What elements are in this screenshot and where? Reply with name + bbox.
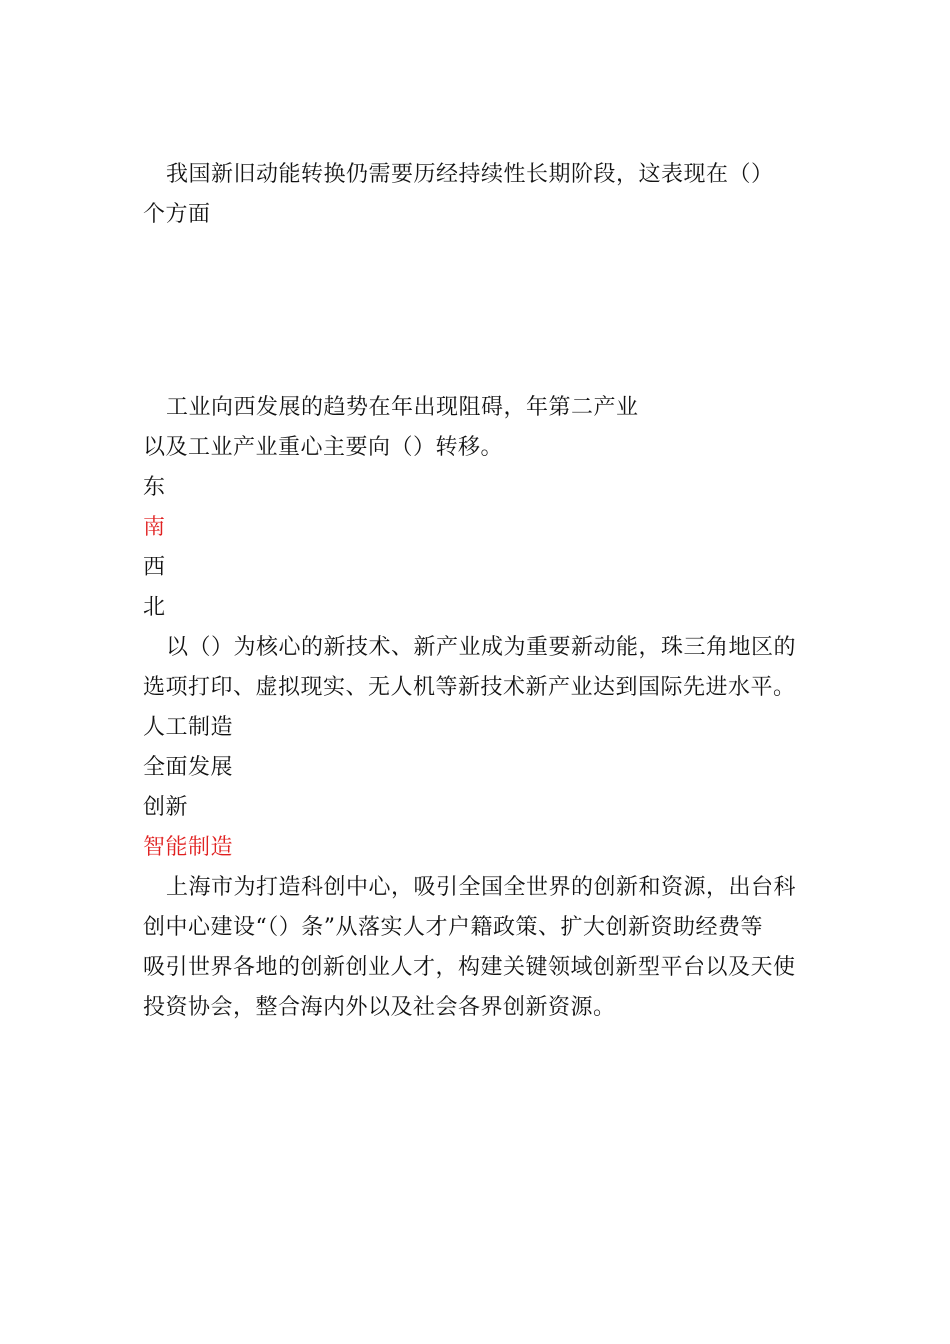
question-2-text-line-1: 工业向西发展的趋势在年出现阻碍，年第二产业 bbox=[166, 395, 639, 420]
question-2-option-c: 西 bbox=[143, 555, 166, 580]
question-1-text-line-1: 我国新旧动能转换仍需要历经持续性长期阶段，这表现在（） bbox=[166, 162, 774, 187]
question-4-text-line-2: 创中心建设“（）条”从落实人才户籍政策、扩大创新资助经费等 bbox=[143, 915, 763, 940]
question-3-text-line-1: 以（）为核心的新技术、新产业成为重要新动能，珠三角地区的 bbox=[166, 635, 797, 660]
question-2-option-b-correct: 南 bbox=[143, 515, 166, 540]
question-1-text-line-2: 个方面 bbox=[143, 202, 211, 227]
question-4-text-line-3: 吸引世界各地的创新创业人才，构建关键领域创新型平台以及天使 bbox=[143, 955, 796, 980]
question-2-text-line-2: 以及工业产业重心主要向（）转移。 bbox=[143, 435, 504, 460]
question-3-option-a: 人工制造 bbox=[143, 715, 234, 740]
question-4-text-line-4: 投资协会，整合海内外以及社会各界创新资源。 bbox=[143, 995, 616, 1020]
question-4-text-line-1: 上海市为打造科创中心，吸引全国全世界的创新和资源，出台科 bbox=[166, 875, 797, 900]
question-2-option-a: 东 bbox=[143, 475, 166, 500]
question-3-option-d-correct: 智能制造 bbox=[143, 835, 234, 860]
question-2-option-d: 北 bbox=[143, 595, 166, 620]
question-3-option-c: 创新 bbox=[143, 795, 189, 820]
question-3-text-line-2: 选项打印、虚拟现实、无人机等新技术新产业达到国际先进水平。 bbox=[143, 675, 796, 700]
question-3-option-b: 全面发展 bbox=[143, 755, 234, 780]
